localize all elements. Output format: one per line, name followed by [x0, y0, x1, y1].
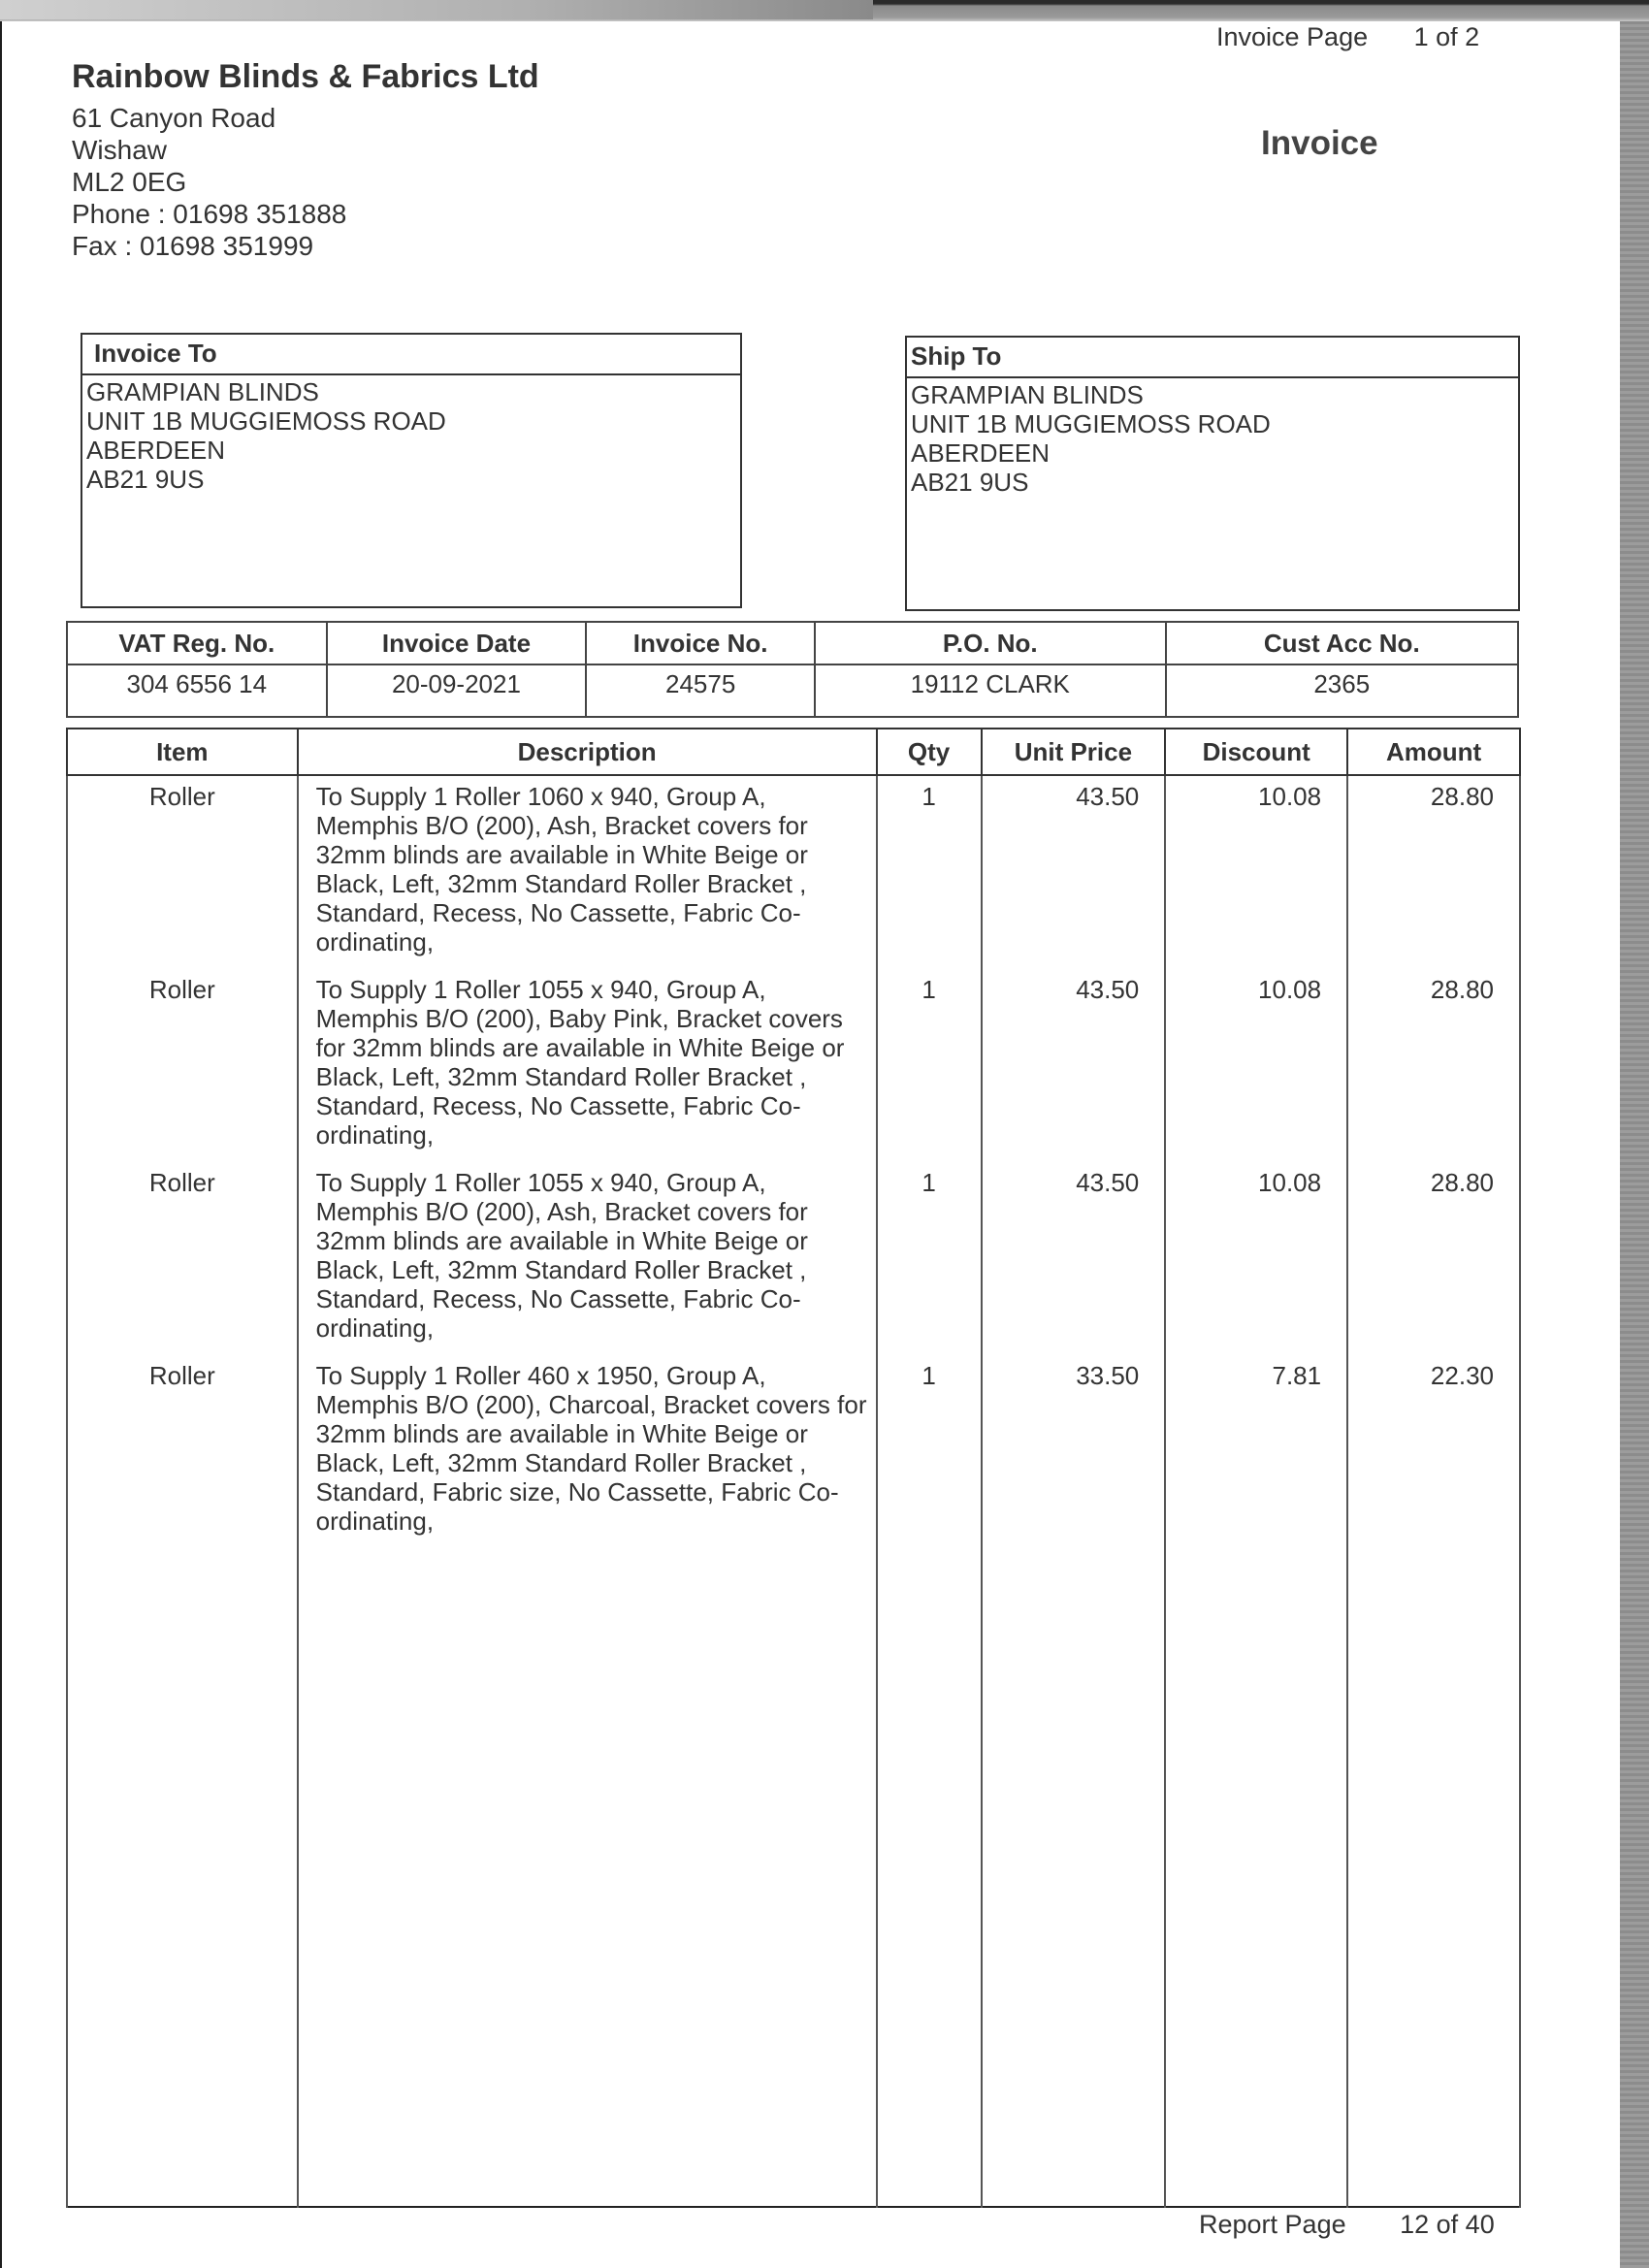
ship-to-address [907, 378, 1518, 499]
cust-acc-value: 2365 [1166, 664, 1518, 717]
line-items-table [66, 728, 1521, 2208]
invoice-to-line: UNIT 1B MUGGIEMOSS ROAD [86, 406, 446, 436]
discount-col-header: Discount [1165, 729, 1347, 775]
table-row [67, 969, 1520, 1162]
item-col-header: Item [67, 729, 298, 775]
invoice-page-label: Invoice Page [1216, 27, 1369, 51]
vat-reg-value: 304 6556 14 [67, 664, 327, 717]
company-fax: Fax : 01698 351999 [72, 231, 314, 261]
invoice-date-header: Invoice Date [327, 622, 587, 664]
empty-cell [67, 1548, 298, 2207]
item-cell: Roller [67, 1162, 298, 1355]
unit-price-cell: 43.50 [982, 969, 1166, 1162]
invoice-date-value: 20-09-2021 [327, 664, 587, 717]
invoice-page-value: 1 of 2 [1413, 27, 1480, 51]
table-row [67, 1355, 1520, 1548]
table-row [67, 775, 1520, 969]
scan-border-left [0, 21, 2, 2268]
unit-price-cell: 43.50 [982, 1162, 1166, 1355]
empty-cell [1347, 1548, 1520, 2207]
report-page-value: 12 of 40 [1400, 2210, 1495, 2239]
empty-cell [877, 1548, 982, 2207]
ship-to-heading: Ship To [907, 338, 1518, 378]
report-page-footer [1199, 2210, 1495, 2240]
ship-to-line: ABERDEEN [911, 438, 1051, 468]
empty-cell [982, 1548, 1166, 2207]
empty-cell [1165, 1548, 1347, 2207]
invoice-meta-table [66, 621, 1519, 718]
ship-to-box [905, 336, 1520, 611]
qty-cell: 1 [877, 1162, 982, 1355]
po-no-header: P.O. No. [815, 622, 1166, 664]
invoice-to-heading: Invoice To [82, 335, 740, 375]
description-cell: To Supply 1 Roller 1055 x 940, Group A, Memphis B/O (200), Ash, Bracket covers for 32mm blinds are available in White Beige or Black, Left, 32mm Standard Roller Bracket , Standard, Recess, No Cassette, Fabric Co-ordinating, [298, 1162, 877, 1355]
po-no-value: 19112 CLARK [815, 664, 1166, 717]
discount-cell: 10.08 [1165, 1162, 1347, 1355]
invoice-no-value: 24575 [586, 664, 815, 717]
description-cell: To Supply 1 Roller 460 x 1950, Group A, Memphis B/O (200), Charcoal, Bracket covers for 32mm blinds are available in White Beige or Black, Left, 32mm Standard Roller Bracket , Standard, Fabric size, No Cassette, Fabric Co-ordinating, [298, 1355, 877, 1548]
empty-cell [298, 1548, 877, 2207]
scan-border-right [1620, 21, 1649, 2268]
amount-cell: 22.30 [1347, 1355, 1520, 1548]
report-page-label: Report Page [1199, 2210, 1346, 2239]
invoice-page-indicator [1216, 27, 1518, 52]
description-cell: To Supply 1 Roller 1055 x 940, Group A, Memphis B/O (200), Baby Pink, Bracket covers for 32mm blinds are available in White Beige or Black, Left, 32mm Standard Roller Bracket , Standard, Recess, No Cassette, Fabric Co-ordinating, [298, 969, 877, 1162]
invoice-to-box [81, 333, 742, 608]
company-address-line: Wishaw [72, 135, 168, 165]
unit-price-col-header: Unit Price [982, 729, 1166, 775]
ship-to-line: UNIT 1B MUGGIEMOSS ROAD [911, 409, 1271, 438]
discount-cell: 10.08 [1165, 775, 1347, 969]
qty-cell: 1 [877, 969, 982, 1162]
scan-border-top-left [0, 0, 873, 19]
invoice-to-line: GRAMPIAN BLINDS [86, 377, 319, 406]
invoice-no-header: Invoice No. [586, 622, 815, 664]
amount-cell: 28.80 [1347, 969, 1520, 1162]
qty-cell: 1 [877, 1355, 982, 1548]
discount-cell: 10.08 [1165, 969, 1347, 1162]
discount-cell: 7.81 [1165, 1355, 1347, 1548]
table-row [67, 1162, 1520, 1355]
table-filler-row [67, 1548, 1520, 2207]
amount-col-header: Amount [1347, 729, 1520, 775]
qty-col-header: Qty [877, 729, 982, 775]
description-col-header: Description [298, 729, 877, 775]
item-cell: Roller [67, 1355, 298, 1548]
company-name: Rainbow Blinds & Fabrics Ltd [72, 58, 539, 95]
amount-cell: 28.80 [1347, 775, 1520, 969]
unit-price-cell: 43.50 [982, 775, 1166, 969]
company-address-line: 61 Canyon Road [72, 103, 276, 133]
company-phone: Phone : 01698 351888 [72, 199, 347, 229]
unit-price-cell: 33.50 [982, 1355, 1166, 1548]
meta-header-row [67, 622, 1518, 664]
invoice-to-line: AB21 9US [86, 465, 205, 494]
invoice-to-line: ABERDEEN [86, 436, 226, 465]
company-address-line: ML2 0EG [72, 167, 187, 197]
vat-reg-header: VAT Reg. No. [67, 622, 327, 664]
cust-acc-header: Cust Acc No. [1166, 622, 1518, 664]
ship-to-line: GRAMPIAN BLINDS [911, 380, 1144, 409]
item-cell: Roller [67, 775, 298, 969]
amount-cell: 28.80 [1347, 1162, 1520, 1355]
items-header-row [67, 729, 1520, 775]
item-cell: Roller [67, 969, 298, 1162]
meta-value-row [67, 664, 1518, 717]
description-cell: To Supply 1 Roller 1060 x 940, Group A, Memphis B/O (200), Ash, Bracket covers for 32mm blinds are available in White Beige or Black, Left, 32mm Standard Roller Bracket , Standard, Recess, No Cassette, Fabric Co-ordinating, [298, 775, 877, 969]
invoice-to-address [82, 375, 740, 496]
document-title: Invoice [1261, 124, 1378, 162]
qty-cell: 1 [877, 775, 982, 969]
ship-to-line: AB21 9US [911, 468, 1029, 497]
